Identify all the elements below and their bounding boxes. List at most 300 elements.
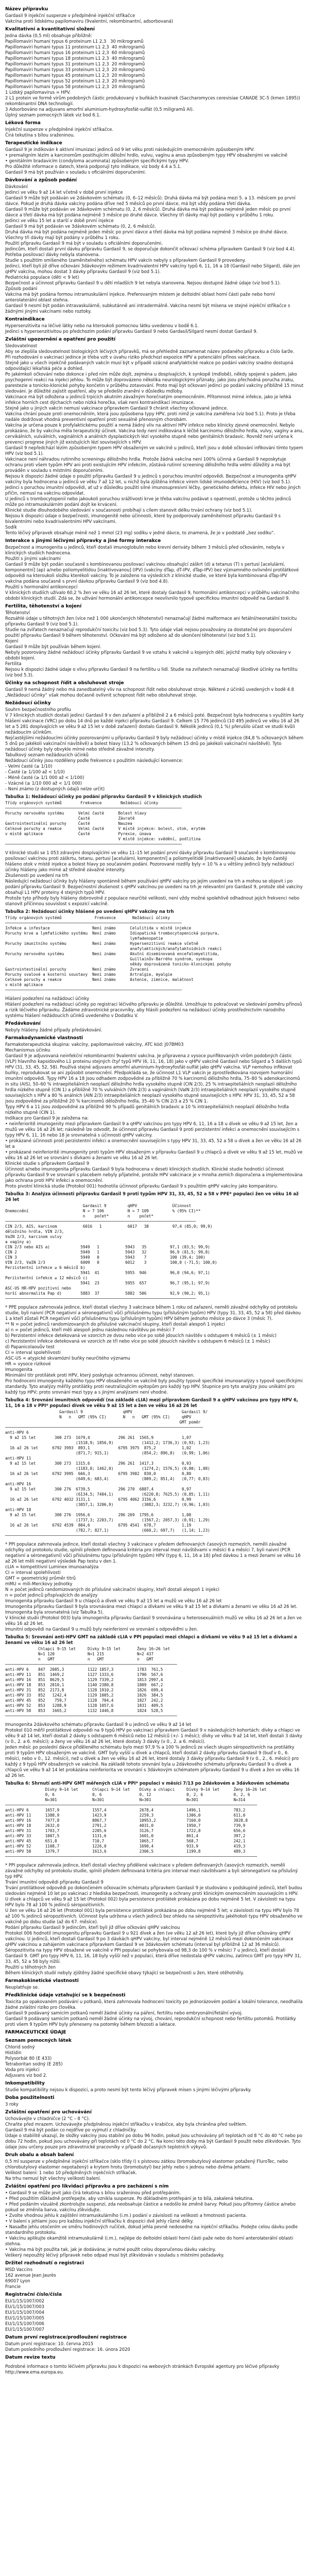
paragraph: Gardasil 9 má být podán co nejdříve po vyjmutí z chladničky.	[5, 2127, 137, 2132]
table-3-notes	[5, 1304, 304, 1367]
section-immunogenicity	[5, 1367, 304, 1395]
section-composition	[5, 33, 304, 118]
paragraph: Farmakoterapeutická skupina: vakcíny, papilomavirové vakcíny, ATC kód: J07BM03	[5, 1042, 184, 1047]
paragraph: • Gardasil 9 se může jevit jako čirá tekutina s bílou sraženinou před protřepáním.	[5, 2190, 181, 2195]
section-incompatibilities	[5, 2087, 304, 2093]
paragraph: Sodík	[5, 524, 17, 530]
heading-packaging: Druh obalu a obsah balení	[5, 2153, 74, 2158]
table-line: ────────────────────────────────────────────────────────────────────────────────────	[5, 1425, 203, 1430]
paragraph: Gardasil 9 může být podáván ve 3dávkovém schématu (0, 2, 6 měsíců). Druhá dávka má být podána nejméně jeden měsíc po první dávce a třetí dávka má být podána nejméně 3 měsíce po druhé dávce. Všechny tři dávky mají být podány v průběhu 1 roku.	[5, 207, 292, 217]
table-line: Guillainův-Barrého syndrom, synkopa	[5, 957, 213, 961]
heading-overdose: Předávkování	[5, 1021, 41, 1026]
table-line: Třídy orgánových systémů Frekvence Nežádoucí účinky	[5, 801, 159, 805]
paragraph: Jedinci ve věku 15 let a starší v době první injekce	[5, 218, 114, 223]
paragraph: Mechanismus účinku	[5, 1047, 50, 1053]
paragraph: Gardasil 9 má být podáván ve 3dávkovém schématu (0, 2, 6 měsíců).	[5, 224, 156, 229]
section-two-dose	[5, 1722, 304, 1778]
paragraph: Tabulkový seznam nežádoucích účinků	[5, 752, 89, 757]
paragraph: Typy HPV 6 a 11 jsou zodpovědné za přibližně 90 % případů genitálních bradavic a 10 % intraepiteliálních neoplazií děložního hrdla nízkého stupně (CIN 1).	[5, 1104, 290, 1115]
paragraph: Vakcinace není náhradou rutinního screeningu děložního hrdla. Protože žádná vakcína není 100% účinná a Gardasil 9 neposkytuje ochranu proti všem typům HPV ani proti existujícím HPV infekcím, zůstává rutinní screening děložního hrdla velmi důležitý a má být prováděn v souladu s místními doporučeními.	[5, 456, 292, 473]
table-line: anafylaktických/anafylaktoidních reakcí	[5, 946, 222, 951]
table-rows	[5, 1787, 304, 1859]
table-rows	[5, 1410, 304, 1538]
table-line: Gardasil 9 qHPV Gardasil 9/	[5, 1410, 208, 1414]
paragraph: EU/1/15/1007/003	[5, 2304, 44, 2309]
paragraph: - Vzácné (≥ 1/10 000 až < 1/1 000)	[5, 781, 82, 786]
table-line: Gastrointestinální poruchy Časté Nauzea	[5, 821, 132, 826]
heading-warnings: Zvláštní upozornění a opatření pro použití	[5, 337, 116, 342]
section-dosage	[5, 184, 304, 314]
table-line: ─────────────────────────────────────────────────────────────────────────────────	[5, 1219, 196, 1224]
table-line: anti-HPV 11 851 1469,2 1127 1333,6 1790 567,6	[5, 1672, 163, 1677]
table-line: Poruchy nervového systému Velmi časté Bolest hlavy	[5, 811, 147, 816]
table-line: anti-HPV 52 1108,7 1226,0 1690,4 933,9 419,3	[5, 1844, 246, 1849]
table-line: horší abnormalita Pap d) 5883 37 5882 506 92,9 (90,2; 95,1)	[5, 1291, 210, 1296]
table-line: (649,6; 683,4) (809,2; 851,4) (0,77; 0,83)	[5, 1477, 210, 1481]
paragraph: Nejčastějšími nežádoucími účinky pozorovanými u přípravku Gardasil 9 byly nežádoucí účinky v místě injekce (84,8 % očkovaných během 5 dnů po jakékoli vakcinační návštěvě) a bolest hlavy (13,2 % očkovaných během 15 dnů po jakékoli vakcinační návštěvě). Tyto nežádoucí účinky byly obvykle mírné nebo středně závažné intenzity.	[5, 735, 305, 752]
table-line: (782,7; 827,1) (660,2; 697,7) (1,14; 1,23)	[5, 1528, 210, 1533]
paragraph: * PPI populace zahrnovala jedince, kteří dostali všechny 3 vakcinace v předem definovaných časových rozmezích, neměli závažné odchylky od protokolu studie, splnili předem definovaná kritéria pro interval mezi návštěvami v měsíci 6 a měsíci 7, byli naivní (PCR negativní a séronegativní) vůči příslušnému typu (příslušným typům) HPV (typy 6, 11, 16 a 18) před dávkou 1 a mezi ženami ve věku 16 až 26 let měli negativní výsledek Pap testu v den 1.	[5, 1541, 302, 1564]
paragraph: CI = interval spolehlivosti	[5, 1350, 61, 1355]
heading-dosage: Dávkování a způsob podání	[5, 178, 77, 183]
table-line: ───────────────────────────────────────────────────────────────────────────────────────────────────────────	[5, 1854, 258, 1859]
table-line: Chlapci 9–15 let Dívky 9–15 let Ženy 16–26 let	[5, 1647, 170, 1651]
paragraph: Použití přípravku Gardasil 9 má být v souladu s oficiálními doporučeními.	[5, 241, 163, 246]
paragraph: Gardasil 9 podávaný samicím potkanů neměl žádné účinky na vývoj, chování, reprodukční schopnost nebo fertilitu potomků. Protilátky proti všem 9 typům HPV byly přeneseny na potomky během březosti a laktace.	[5, 2016, 298, 2027]
paragraph: Proto pivotní klinická studie (Protokol 001) hodnotila účinnost přípravku Gardasil 9 s použitím qHPV vakcíny jako komparátoru.	[5, 1183, 278, 1189]
paragraph: Papillomaviri humani typus 18 proteinum L1 2,3 40 mikrogramů	[5, 56, 145, 61]
table-3	[5, 1191, 304, 1301]
table-title: Tabulka 5: Srovnání anti-HPV GMT na základě cLIA v PPI populaci mezi chlapci a dívkami ve věku 9 až 15 let a dívkami a ženami ve věku 16 až 26 let	[5, 1634, 297, 1645]
table-rows	[5, 1647, 304, 1719]
paragraph: Čirá tekutina s bílou sraženinou.	[5, 132, 75, 138]
section-contraindications	[5, 323, 304, 334]
table-line: 9 až 15 let 300 276 1956,6 296 269 1795,6 1,08	[5, 1513, 192, 1517]
table-line: GMT poměr	[5, 1420, 201, 1425]
section-excipients	[5, 2044, 304, 2078]
paragraph: Datum posledního prodloužení registrace: 16. února 2020	[5, 2347, 130, 2352]
paragraph: - Není známo (z dostupných údajů nelze určit)	[5, 786, 105, 791]
paragraph: 3 Adsorbováno na adjuvans amorfní aluminium-hydroxyfosfát-sulfát (0,5 miligramů Al).	[5, 107, 194, 112]
paragraph: Stejně jako u jiných vakcín nemusí vakcinace přípravkem Gardasil 9 chránit všechny očkované jedince.	[5, 405, 228, 411]
table-line: ─────────────────────────────────────────────────────────────────────────────────	[5, 1296, 196, 1301]
paragraph: Veškerý nepoužitý léčivý přípravek nebo odpad musí být zlikvidován v souladu s místními požadavky.	[5, 2252, 225, 2258]
paragraph: • neinferioritě imunogenity mezi přípravkem Gardasil 9 a qHPV vakcínou pro typy HPV 6, 11, 16 a 18 u dívek ve věku 9 až 15 let, žen a mužů ve věku 16 až 26 let; následně lze odvodit, že účinnost přípravku Gardasil 9 proti perzistentní infekci a onemocnění souvisejícím s typy HPV 6, 11, 16 nebo 18 je srovnatelná s účinností qHPV vakcíny.	[5, 1121, 301, 1138]
paragraph: Chlorid sodný	[5, 2044, 35, 2049]
paragraph: Pro důležité informace o datech, která podporují tyto indikace, viz body 4.4 a 5.1.	[5, 164, 182, 169]
table-line: 5941 23 5955 657 96,7 (95,1; 97,9)	[5, 1281, 210, 1285]
paragraph: Dávkování	[5, 184, 28, 189]
paragraph: Pro hodnocení imunogenity každého typu HPV obsaženého ve vakcíně byly použity typově specifické imunoanalýzy s typově specifickými standardy. Tyto analýzy měřily protilátky proti neutralizujícím epitopům pro každý typ HPV. Stupnice pro tyto analýzy jsou unikátní pro každý typ HPV; proto srovnání mezi typy a s jinými analýzami není vhodné.	[5, 1378, 304, 1395]
paragraph: Gardasil 9 může být používán během kojení.	[5, 644, 101, 649]
table-line: anti-HPV 6 847 2085,3 1122 1857,3 1783 761,5	[5, 1667, 163, 1672]
heading-composition: Kvalitativní a kvantitativní složení	[5, 27, 95, 32]
paragraph: EU/1/15/1007/004	[5, 2310, 44, 2315]
table-line: anti-HPV 16 7477,8 8867,7 10953,2 7160,0 3028,8	[5, 1818, 248, 1823]
table-line: lymfadenopatie	[5, 936, 163, 941]
table-line: Perzistentní infekce ≥ 6 měsíců b)	[5, 1265, 85, 1270]
table-line: CIN 3 5949 0 5943 7 100 (39,4; 100)	[5, 1255, 205, 1260]
paragraph: 1 Lidský papilomavirus = HPV.	[5, 90, 71, 95]
paragraph: EU/1/15/1007/005	[5, 2315, 44, 2320]
paragraph: Zkušenosti po uvedení na trh	[5, 873, 68, 878]
paragraph: Gardasil 9 podávaný samicím potkanů neměl žádné účinky na páření, fertilitu nebo embryonální/fetální vývoj.	[5, 2010, 243, 2015]
paragraph: Tento léčivý přípravek obsahuje méně než 1 mmol (23 mg) sodíku v jedné dávce, to znamená, že je v podstatě „bez sodíku“.	[5, 530, 276, 535]
section-disposal	[5, 2190, 304, 2258]
table-line: 16 až 26 let 6792 3993 893,1 6795 3975 875,2 1,02	[5, 1446, 192, 1450]
paragraph: Na trhu nemusí být všechny velikosti balení.	[5, 2176, 101, 2181]
paragraph: Nejsou k dispozici žádné údaje o vlivu přípravku Gardasil 9 na fertilitu u lidí. Studie na zvířatech nenaznačují škodlivé účinky na fertilitu (viz bod 5.3).	[5, 667, 299, 677]
heading-incompatibilities: Inkompatibility	[5, 2081, 45, 2086]
heading-form: Léková forma	[5, 121, 41, 126]
table-line: (1518,9; 1856,9) (1412,2; 1736,3) (0,93; 1,23)	[5, 1440, 210, 1445]
paragraph: HR = vysoce rizikové	[5, 1361, 51, 1366]
paragraph: Bezpečnost a účinnost přípravku Gardasil 9 u dětí mladších 9 let nebyla stanovena. Nejsou dostupné žádné údaje (viz bod 5.1).	[5, 280, 281, 285]
paragraph: Papillomaviri humani typus 52 proteinum L1 2,3 20 mikrogramů	[5, 78, 145, 83]
heading-shelf-life: Doba použitelnosti	[5, 2095, 55, 2100]
paragraph: • Před podáním vizuálně zkontrolujte suspenzi, zda neobsahuje částice a nedošlo ke změně barvy. Pokud jsou přítomny částice a/nebo pokud se změnila barva, vakcínu zlikvidujte.	[5, 2201, 297, 2212]
heading-reg-numbers: Registrační číslo/čísla	[5, 2292, 62, 2297]
paragraph: Při rozhodování o vakcinaci jedince je třeba vzít v úvahu riziko předchozí expozice HPV a potenciální přínos vakcinace.	[5, 354, 261, 360]
paragraph: Způsob podání	[5, 286, 38, 291]
table-line: ───────────────────────────────────────────────────────────────────────────	[5, 806, 182, 810]
section-preclinical	[5, 1999, 304, 2027]
paragraph: Nejsou k dispozici žádné údaje o použití přípravku Gardasil 9 u jedinců s poruchou imunitní odpovědi. Bezpečnost a imunogenita qHPV vakcíny byla hodnocena u jedinců ve věku 7 až 12 let, u nichž byla zjištěna infekce virem lidské imunodeficience (HIV) (viz bod 5.1).	[5, 473, 298, 484]
paragraph: Jedinci s hypersenzitivitou po předchozím podání přípravku Gardasil 9 nebo Gardasil/Silgard nesmí dostat Gardasil 9.	[5, 329, 258, 334]
paragraph: - Časté (≥ 1/100 až < 1/10)	[5, 769, 65, 774]
table-line: anti-HPV 45 651,8 710,7 1065,7 568,7 242,1	[5, 1839, 246, 1843]
table-line: a vagíny a)	[5, 1240, 31, 1244]
table-line: anti-HPV 45 852 759,7 1128 704,4 1827 242,2	[5, 1698, 163, 1703]
paragraph: U jedinců s trombocytopenií nebo jakoukoli poruchou srážlivosti krve je třeba vakcínu podávat s opatrností, protože u těchto jedinců může po intramuskulárním podání dojít ke krvácení.	[5, 496, 293, 507]
paragraph: Bezpečnost a imunogenita u jedinců, kteří dostali imunoglobulin nebo krevní deriváty během 3 měsíců před očkováním, nebyla v klinických studiích hodnocena.	[5, 545, 286, 555]
table-line: VaIN 2/3, karcinom vulvy	[5, 1234, 62, 1239]
section-adverse-cont	[5, 850, 304, 907]
paragraph: Studie s použitím smíšeného (zaměnitelného) schématu HPV vakcín nebyly s přípravkem Gardasil 9 provedeny.	[5, 258, 246, 263]
section-reg-numbers	[5, 2298, 304, 2332]
paragraph: Injekční suspenze v předplněné injekční stříkačce.	[5, 127, 114, 132]
paragraph: Gardasil 9 nepředchází lézím způsobeným typem HPV obsaženým ve vakcíně u jedinců, kteří jsou v době očkování infikováni tímto typem HPV (viz bod 5.1).	[5, 445, 305, 456]
paragraph: Jedinci ve věku 9 až 14 let včetně v době první injekce	[5, 190, 123, 195]
paragraph: • V balení s jehlami jsou pro každou injekční stříkačku k dispozici dvě jehly různé délky.	[5, 2218, 194, 2224]
paragraph: N = počet jedinců randomizovaných do příslušné vakcinační skupiny, kteří dostali alespoň 1 injekci	[5, 1587, 219, 1592]
table-line: n GMT n GMT n GMT	[5, 1657, 154, 1662]
table-line: Perzistentní infekce ≥ 12 měsíců c)	[5, 1276, 88, 1280]
paragraph: Gardasil 9 je indikován k aktivní imunizaci jedinců od 9 let věku proti následujícím onemocněním způsobeným HPV:	[5, 147, 255, 152]
table-line: Celkové poruchy a reakce Není známo Astenie, zimnice, malátnost	[5, 977, 194, 982]
paragraph: a) n = počet jedinců, kteří měli alespoň jednu následnou návštěvu po měsíci 7	[5, 1327, 175, 1332]
paragraph: 162 avenue Jean Jaurès	[5, 2273, 56, 2278]
paragraph: Gardasil 9 nesmí být podán intravaskulárně, subkutánně ani intradermálně. Vakcína nesmí být mísena ve stejné injekční stříkačce s žádnými jinými vakcínami nebo roztoky.	[5, 303, 291, 314]
heading-indications: Terapeutické indikace	[5, 141, 62, 146]
paragraph: Těhotenství	[5, 610, 30, 615]
paragraph: Gardasil 9 injekční suspenze v předplněné injekční stříkačce	[5, 13, 135, 18]
table-line: CIN 2/3, AIS, karcinom 6016 1 6017 38 97,4 (85,0; 99,9)	[5, 1224, 213, 1229]
paragraph: Hypersenzitivita na léčivé látky nebo na kteroukoli pomocnou látku uvedenou v bodě 6.1.	[5, 323, 199, 328]
table-line: Poruchy svalové a kosterní soustavy Není známo Artralgie, myalgie	[5, 972, 173, 977]
table-line: (3057,1; 3206,9) (3082,3; 3232,7) (0,96; 1,03)	[5, 1502, 210, 1507]
heading-preclinical: Předklinické údaje vztahující se k bezpečnosti	[5, 1993, 126, 1998]
paragraph: Úplný seznam pomocných látek viz bod 6.1.	[5, 112, 101, 117]
paragraph: • premaligním lézím a karcinomům postihujícím děložní hrdlo, vulvu, vagínu a anus způsobeným typy HPV obsaženými ve vakcíně	[5, 152, 288, 158]
table-2	[5, 909, 304, 993]
paragraph: Jedincům, kteří dostali první dávku přípravku Gardasil 9, se doporučuje dokončit očkovací schéma přípravkem Gardasil 9 (viz bod 4.4).	[5, 246, 296, 251]
paragraph: 0,5 ml suspenze v předplněné injekční stříkačce (sklo třídy I) s pístovou zátkou (bromobutylový elastomer potažený FluroTec, nebo chlorobutylový elastomer nepotažený) a krytem hrotu (bromobutyl) bez jehly nebo s jednou nebo dvěma jehlami.	[5, 2159, 289, 2170]
table-line: anti-HPV 18	[5, 1507, 31, 1512]
heading-contraindications: Kontraindikace	[5, 317, 45, 322]
table-line: Celkové poruchy a reakce Velmi časté V místě injekce: bolest, otok, erytém	[5, 826, 205, 831]
table-line: ASC-US HR-HPV pozitivní nebo	[5, 1286, 72, 1291]
paragraph: * PPE populace zahrnovala jedince, kteří dostali všechny 3 vakcinace během 1 roku od zařazení, neměli závažné odchylky od protokolu studie, byli naivní (PCR negativní a séronegativní) vůči příslušnému typu (příslušným typům) HPV (typy 31, 33, 45, 52 a 58) před dávkou 1 a kteří zůstali PCR negativní vůči příslušnému typu (příslušným typům) HPV během jednoho měsíce po dávce 3 (měsíc 7).	[5, 1304, 302, 1321]
paragraph: V klinické studii se 1 053 zdravými dospívajícími ve věku 11–15 let podání první dávky přípravku Gardasil 9 současně s kombinovanou posilovací vakcínou proti záškrtu, tetanu, pertusi [acelulární, komponentní] a poliomyelitidě [inaktivované] ukázalo, že bylo častěji hlášeno otok v místě injekce a bolest hlavy po současném podání. Pozorované rozdíly byly < 10 % a u většiny jedinců byly nežádoucí účinky hlášeny jako mírné až středně závažné intenzity.	[5, 850, 297, 872]
table-line: anti-HPV 6 1657,9 1557,4 2678,4 1496,1 783,2	[5, 1808, 246, 1812]
heading-holder: Držitel rozhodnutí o registraci	[5, 2261, 84, 2266]
table-line: 16 až 26 let 6792 4539 804,6 6795 4541 678,7 1,19	[5, 1523, 192, 1528]
table-line: anti-HPV 31 852 2173,8 1128 1910,2 1826 699,4	[5, 1688, 163, 1692]
paragraph: Použití s hormonální antikoncepcí	[5, 584, 78, 589]
table-line: anti-HPV 58 853 1665,2 1132 1446,8 1824 528,5	[5, 1708, 163, 1713]
heading-first-auth: Datum první registrace/prodloužení registrace	[5, 2335, 127, 2340]
section-pharmacodynamics	[5, 1042, 304, 1189]
paragraph: Nejsou k dispozici údaje o bezpečnosti, imunogenitě nebo účinnosti, které by podporovaly zaměnitelnost přípravku Gardasil 9 s bivalentními nebo kvadrivalentními HPV vakcínami.	[5, 513, 282, 524]
paragraph: Po jakémkoli očkování nebo dokonce i před ním může dojít, zejména u dospívajících, k synkopě (mdlobě), někdy spojené s pádem, jako psychogenní reakci na injekci jehlou. To může být doprovázeno několika neurologickými příznaky, jako jsou přechodná porucha zraku, parestezie a tonicko-klonické pohyby končetin v průběhu zotavování. Proto mají být očkovaní jedinci po podání vakcíny přibližně 15 minut sledováni. Je důležité zajistit opatření, aby se předešlo zranění v důsledku mdloby.	[5, 371, 305, 394]
table-line: N=301 N=301 N=301 N=301 N=314	[5, 1798, 246, 1802]
paragraph: Papillomaviri humani typus 6 proteinum L1 2,3 30 mikrogramů	[5, 39, 144, 44]
paragraph: Pediatrická populace (děti < 9 let)	[5, 275, 79, 280]
table-line: Poruchy imunitního systému Není známo Hypersenzitivní reakce včetně	[5, 941, 198, 946]
table-line: ─────────────────────────────────────────────────────────────────────────	[5, 1662, 177, 1667]
table-line: děložního hrdla, VIN 2/3,	[5, 1229, 64, 1234]
table-rows	[5, 916, 304, 993]
table-rows	[5, 801, 304, 847]
section-warnings	[5, 343, 304, 536]
table-line: (6134,5; 7404,1) (6220,8; 7625,5) (0,85; 1,11)	[5, 1492, 210, 1497]
table-line: v místě aplikace Časté Pyrexie, únava	[5, 832, 151, 836]
paragraph: Datum první registrace: 10. června 2015	[5, 2341, 94, 2346]
table-line: 5941 41 5955 946 96,0 (94,6; 97,1)	[5, 1270, 210, 1275]
paragraph: Účinnost a/nebo imunogenita přípravku Gardasil 9 byla hodnocena v deseti klinických studiích. Klinické studie hodnotící účinnost přípravku Gardasil 9 ve srovnání s placebem nebyly přijatelné, protože HPV vakcinace je v mnoha zemích doporučena a implementována jako ochrana proti HPV infekci a onemocnění.	[5, 1166, 304, 1183]
table-line: 9 až 15 let 300 273 1679,4 296 261 1565,9 1,07	[5, 1435, 192, 1440]
section-interactions	[5, 545, 304, 601]
paragraph: • Nasaďte jehlu otočením ve směru hodinových ručiček, dokud jehla pevně nedosedne na injekční stříkačku. Podejte celou dávku podle standardního protokolu.	[5, 2224, 299, 2235]
section-pharmacokinetics	[5, 1985, 304, 1990]
paragraph: Tetraboritan sodný (E 285)	[5, 2061, 63, 2066]
paragraph: cLIA = kompetitivní Luminex imunoanalýza	[5, 1564, 99, 1569]
paragraph: Papillomaviri humani typus 45 proteinum L1 2,3 20 mikrogramů	[5, 73, 145, 78]
paragraph: Souhrn bezpečnostního profilu	[5, 707, 71, 712]
paragraph: Jeden měsíc po poslední dávce přiděleného schématu bylo mezi 97,9 % a 100 % jedinců ze všech skupin séropozitivních na protilátky proti 9 typům HPV obsaženým ve vakcíně. GMT byly vyšší u dívek a chlapců, kteří dostali 2 dávky přípravku Gardasil 9 (buď v 0., 6. měsíci, nebo v 0., 12. měsíci), než u dívek a žen ve věku 16 až 26 let, které dostaly 3 dávky přípravku Gardasil 9 (v 0., 2., 6. měsíci) pro každý z 9 typů HPV obsažených ve vakcíně. Na základě tohoto srovnání byla u 2dávkového schématu přípravku Gardasil 9 u dívek a chlapců ve věku 9 až 14 let prokázána neinferiorita ve srovnání s 3dávkovým schématem přípravku Gardasil 9 u dívek a žen ve věku 16 až 26 let.	[5, 1744, 301, 1778]
table-line: anti-HPV 18 853 2810,1 1140 2380,8 1809 667,2	[5, 1683, 163, 1687]
table-line: Gardasil 9 qHPV Účinnost	[5, 1204, 192, 1208]
table-line: (871,7; 915,1) (854,2; 896,8) (0,99; 1,06)	[5, 1451, 210, 1455]
table-6	[5, 1781, 304, 1859]
heading-excipients: Seznam pomocných látek	[5, 2038, 72, 2043]
table-line: anti-HPV 18 2632,0 2791,2 4031,0 1950,7 739,9	[5, 1823, 246, 1828]
paragraph: • Vakcína má být použita tak, jak je dodávána; je nutné použít celou doporučenou dávku vakcíny.	[5, 2247, 216, 2252]
paragraph: Papillomaviri humani typus 16 proteinum L1 2,3 60 mikrogramů	[5, 50, 145, 55]
heading-pharmacokinetics: Farmakokinetické vlastnosti	[5, 1978, 79, 1984]
paragraph: Během klinických studií nebyly zjištěny žádné specifické obavy týkající se bezpečnosti u žen, které otěhotněly.	[5, 1970, 244, 1975]
paragraph: EU/1/15/1007/002	[5, 2298, 44, 2303]
paragraph: Hlášení podezření na nežádoucí účinky po registraci léčivého přípravku je důležité. Umožňuje to pokračovat ve sledování poměru přínosů a rizik léčivého přípravku. Žádáme zdravotnické pracovníky, aby hlásili podezření na nežádoucí účinky prostřednictvím národního systému hlášení nežádoucích účinků uvedeného v Dodatku V.	[5, 1002, 304, 1018]
section-packaging	[5, 2159, 304, 2181]
paragraph: Imunogenita přípravku Gardasil 9 u chlapců a dívek ve věku 9 až 15 let a mužů ve věku 16 až 26 let	[5, 1598, 222, 1603]
section-holder	[5, 2267, 304, 2290]
section-adverse	[5, 707, 304, 792]
heading-pharmacodynamics: Farmakodynamické vlastnosti	[5, 1036, 83, 1041]
paragraph: Druhá dávka má být podána nejméně jeden měsíc po první dávce a třetí dávka má být podána nejméně 3 měsíce po druhé dávce. Všechny tři dávky mají být podány v průběhu 1 roku.	[5, 229, 289, 240]
table-line: anti-HPV 31 1703,7 2205,6 3126,7 1722,8 656,6	[5, 1828, 246, 1833]
paragraph: Voda pro injekci	[5, 2067, 40, 2072]
paragraph: Nebyly hlášeny žádné případy předávkování.	[5, 1027, 102, 1032]
paragraph: Podrobné informace o tomto léčivém přípravku jsou k dispozici na webových stránkách Evropské agentury pro léčivé přípravky http://www.ema.europa.eu.	[5, 2364, 281, 2375]
table-line: Infekce a infestace Není známo Celulitida v místě injekce	[5, 926, 192, 930]
paragraph: Gardasil 9 může být podán současně s kombinovanou posilovací vakcínou obsahující záškrt (d) a tetanus (T) s pertusí [acelulární, komponentní] (ap) a/nebo poliomyelitidou [inaktivovanou] (IPV) (vakcíny dTap, dT-IPV, dTap-IPV) bez významného ovlivnění protilátkové odpovědi na kteroukoli složku kterékoli vakcíny. To je založeno na výsledcích z klinické studie, ve které byla kombinovaná dTap-IPV vakcína podána současně s první dávkou přípravku Gardasil 9 (viz bod 4.8).	[5, 562, 300, 584]
paragraph: Aby se zlepšila sledovatelnost biologických léčivých přípravků, má se přehledně zaznamenat název podaného přípravku a číslo šarže.	[5, 349, 295, 354]
paragraph: Protože tyto příhody byly hlášeny dobrovolně z populace neurčité velikosti, není vždy možné spolehlivě odhadnout jejich frekvenci nebo stanovit příčinnou souvislost s expozicí vakcíně.	[5, 895, 301, 906]
paragraph: Trvání protilátkové odpovědi po dokončeném očkovacím schématu přípravkem Gardasil 9 je studováno v podskupině jedinců, kteří budou sledováni nejméně 10 let po vakcinaci z hlediska bezpečnosti, imunogenity a ochrany proti klinickým onemocněním souvisejícím s HPV.	[5, 1885, 304, 1896]
paragraph: V klinické studii (Protokol 003) byla imunogenita přípravku Gardasil 9 srovnávána u heterosexuálních mužů ve věku 16 až 26 let a žen ve věku 16 až 26 let.	[5, 1615, 303, 1626]
table-line: VIN 2/3, VaIN 2/3 6009 0 6012 3 100,0 (-71,5; 100,0)	[5, 1260, 217, 1265]
heading-interactions: Interakce s jinými léčivými přípravky a jiné formy interakce	[5, 538, 161, 544]
table-line: 9 až 15 let 300 276 6739,5 296 270 6887,4 0,97	[5, 1487, 192, 1492]
table-line: 0, 6 0, 6 0, 12 0, 2, 6 0, 2, 6	[5, 1792, 250, 1797]
paragraph: CI = interval spolehlivosti	[5, 1570, 61, 1575]
table-line: n počet* n počet*	[5, 1214, 154, 1218]
table-line: v místě aplikace	[5, 982, 43, 987]
table-line: Časté Závratě	[5, 816, 135, 821]
table-line: Dívky 9–14 let Chlapci 9–14 let Dívky a chlapci Dívky 9–14 let Ženy 16–26 let	[5, 1787, 267, 1792]
table-line: CIN 2 5949 1 5943 32 96,9 (81,5; 99,8)	[5, 1250, 210, 1255]
table-1	[5, 794, 304, 847]
paragraph: c) Perzistentní infekce detekovaná ve vzorcích ze tří nebo více po sobě jdoucích návštěv s odstupem 6 měsíců (± 1 měsíc)	[5, 1338, 270, 1344]
section-reporting	[5, 996, 304, 1019]
paragraph: Gardasil 9 může být podáván ve 2dávkovém schématu (0, 6–12 měsíců). Druhá dávka má být podána mezi 5. a 13. měsícem po první dávce. Pokud je druhá dávka vakcíny podána dříve než 5 měsíců po první dávce, má být vždy podána třetí dávka.	[5, 195, 297, 206]
section-storage	[5, 2116, 304, 2150]
paragraph: Fertilita	[5, 661, 22, 666]
table-line: Poruchy krve a lymfatického systému Není známo Idiopatická trombocytopenická purpura,	[5, 931, 220, 936]
paragraph: Rozsáhlé údaje u těhotných žen (více než 1 000 ukončených těhotenství) nenaznačují žádné malformace ani fetální/neonatální toxicitu přípravku Gardasil 9 (viz bod 5.1).	[5, 616, 298, 626]
paragraph: Indikace pro Gardasil 9 je založena na:	[5, 1115, 89, 1121]
paragraph: Gardasil 9 má být používán v souladu s oficiálními doporučeními.	[5, 170, 146, 175]
paragraph: Protokol 010 měřil protilátkové odpovědi na 9 typů HPV po vakcinaci přípravkem Gardasil 9 v následujících kohortách: dívky a chlapci ve věku 9 až 14 let, kteří dostali 2 dávky s odstupem 6 měsíců nebo 12 měsíců (+/- 1 měsíc); dívky ve věku 9 až 14 let, kteří dostali 3 dávky (v 0., 2. a 6. měsíci); a ženy ve věku 16 až 26 let, které dostaly 3 dávky (v 0., 2. a 6. měsíci).	[5, 1727, 304, 1744]
paragraph: Uchovávejte v chladničce (2 °C – 8 °C).	[5, 2116, 90, 2121]
paragraph: Trvání imunitní odpovědi přípravku Gardasil 9	[5, 1879, 104, 1885]
paragraph: Jedna dávka (0,5 ml) obsahuje přibližně:	[5, 33, 93, 38]
section-duration	[5, 1862, 304, 1976]
table-line: Gastrointestinální poruchy Není známo Zvracení	[5, 967, 149, 972]
paragraph: Následující nežádoucí účinky byly hlášeny spontánně během používání qHPV vakcíny po jejím uvedení na trh a mohou se objevit i po podání přípravku Gardasil 9. Bezpečnostní zkušenost s qHPV vakcínou po uvedení na trh je relevantní pro Gardasil 9, protože obě vakcíny obsahují L1 HPV proteiny 4 stejných typů HPV.	[5, 878, 304, 895]
section-pregnancy	[5, 610, 304, 678]
paragraph: EU/1/15/1007/007	[5, 2327, 44, 2332]
table-line: Třídy orgánových systémů Frekvence Nežádoucí účinky	[5, 916, 170, 920]
paragraph: Jedinci, kteří byli již dříve očkováni 3dávkovým režimem kvadrivalentní HPV vakcíny typů 6, 11, 16 a 18 (Gardasil nebo Silgard), dále jen qHPV vakcína, mohou dostat 3 dávky přípravku Gardasil 9 (viz bod 5.1).	[5, 263, 302, 274]
table-line: N n GMT (95% CI) N n GMT (95% CI) qHPV	[5, 1415, 192, 1419]
table-line: (1737,3; 2203,7) (1567,2; 2057,3) (0,91; 1,29)	[5, 1518, 210, 1522]
table-line: 16 až 26 let 6792 4032 3131,1 6795 4062 3156,6 0,99	[5, 1497, 192, 1502]
paragraph: Velikost balení: 1 nebo 10 předplněných injekčních stříkaček.	[5, 2170, 138, 2175]
paragraph: Klinické studie s přípravkem Gardasil 9	[5, 1161, 90, 1166]
table-line: V místě injekce: svědění, podlitina	[5, 837, 201, 841]
heading-storage: Zvláštní opatření pro uchovávání	[5, 2110, 92, 2115]
heading-driving: Účinky na schopnost řídit a obsluhovat stroje	[5, 681, 124, 686]
paragraph: Vakcinace má být odložena u jedinců trpících akutním závažným horečnatým onemocněním. Přítomnost mírné infekce, jako je lehká infekce horních cest dýchacích nebo nízká horečka, však není kontraindikací imunizace.	[5, 394, 293, 405]
paragraph: Papillomaviri humani typus 11 proteinum L1 2,3 40 mikrogramů	[5, 44, 145, 49]
table-title: Tabulka 1: Nežádoucí účinky po podání přípravku Gardasil 9 v klinických studiích	[5, 794, 202, 799]
paragraph: - Méně časté (≥ 1/1 000 až < 1/100)	[5, 775, 84, 780]
paragraph: n = počet jedinců přispívajících do analýzy	[5, 1592, 98, 1598]
paragraph: Imunitní odpovědi na Gardasil 9 u mužů byly neinferiorní ve srovnání s odpověďmi u žen.	[5, 1626, 198, 1632]
table-line: ─────────────────────────────────────────────────────────────────────────	[5, 1714, 177, 1718]
table-title: Tabulka 2: Nežádoucí účinky hlášené po uvedení qHPV vakcíny na trh	[5, 909, 174, 914]
table-line: anti-HPV 58 1379,7 1613,6 2306,5 1199,8 489,3	[5, 1849, 246, 1854]
paragraph: Hlášení podezření na nežádoucí účinky	[5, 996, 90, 1001]
paragraph: * PPI populace zahrnovala jedince, kteří dostali všechny přidělené vakcinace v předem definovaných časových rozmezích, neměli závažné odchylky od protokolu studie, splnili předem definovaná kritéria pro interval mezi návštěvami a byli séronegativní na příslušný typ HPV.	[5, 1862, 299, 1879]
paragraph: b) Perzistentní infekce detekovaná ve vzorcích ze dvou nebo více po sobě jdoucích návštěv s odstupem 6 měsíců (± 1 měsíc)	[5, 1333, 277, 1338]
paragraph: Kojení	[5, 638, 19, 643]
paragraph: Stejně jako u všech injekčně podávaných vakcín musí být v případě vzácné anafylaktické reakce po podání vakcíny snadno dostupná odpovídající lékařská péče a dohled.	[5, 360, 295, 371]
paragraph: Histidin	[5, 2050, 22, 2055]
paragraph: d) Papanicolaouův test	[5, 1344, 55, 1349]
paragraph: ASC-US = atypické skvamózní buňky neurčitého významu	[5, 1355, 130, 1361]
paragraph: ** N = počet jedinců randomizovaných do příslušné vakcinační skupiny, kteří dostali alespoň 1 injekci	[5, 1321, 225, 1327]
paragraph: Nebyly pozorovány žádné nežádoucí účinky přípravku Gardasil 9 ve vztahu k vakcíně u kojených dětí, jejichž matky byly očkovány v období kojení.	[5, 650, 293, 660]
paragraph: Vakcína je určena pouze k profylaktickému použití a nemá žádný vliv na aktivní HPV infekce nebo klinicky zjevné onemocnění. Nebylo prokázáno, že by vakcína měla terapeutický účinek. Vakcína tedy není indikována k léčbě karcinomu děložního hrdla, vulvy, vagíny a anu, cervikálních, vulválních, vaginálních a análních dysplastických lézí vysokého stupně nebo genitálních bradavic. Rovněž není určena k prevenci progrese jiných již existujících lézí souvisejících s HPV.	[5, 422, 305, 445]
table-title: Tabulka 4: Srovnání imunitních odpovědí (na základě cLIA) mezi přípravkem Gardasil 9 a qHPV vakcínou pro typy HPV 6, 11, 16 a 18 v PPI* populaci dívek ve věku 9 až 15 let a žen ve věku 16 až 26 let	[5, 1397, 298, 1408]
table-title: Tabulka 6: Shrnutí anti-HPV GMT měřených cLIA v PPI* populaci v měsíci 7/13 po 2dávkovém a 3dávkovém schématu	[5, 1781, 289, 1786]
table-line: CIN 2/3 nebo AIS a) 5949 1 5943 35 97,1 (83,5; 99,9)	[5, 1245, 210, 1249]
paragraph: Papillomaviri humani typus 31 proteinum L1 2,3 20 mikrogramů	[5, 61, 145, 66]
table-line: anti-HPV 11	[5, 1456, 31, 1461]
paragraph: Gardasil 9 nemá žádný nebo má zanedbatelný vliv na schopnost řídit nebo obsluhovat stroje. Některé z účinků uvedených v bodě 4.8 „Nežádoucí účinky“ však mohou dočasně ovlivnit schopnost řídit nebo obsluhovat stroje.	[5, 687, 296, 698]
heading-pregnancy: Fertilita, těhotenství a kojení	[5, 604, 82, 609]
paragraph: Séropozitivita na typy HPV obsažené ve vakcíně v PPI populaci se pohybovala od 98,3 do 100 % v měsíci 7 u jedinců, kteří dostali Gardasil 9. GMT pro typy HPV 6, 11, 16, 18 byly vyšší než v populaci, která dříve nedostala qHPV vakcínu, zatímco GMT pro typy HPV 31, 33, 45, 52 a 58 byly nižší.	[5, 1947, 303, 1964]
paragraph: EU/1/15/1007/006	[5, 2321, 44, 2326]
paragraph: Studie kompatibility nejsou k dispozici, a proto nesmí být tento léčivý přípravek mísen s jinými léčivými přípravky.	[5, 2087, 252, 2092]
paragraph: Papillomaviri humani typus 58 proteinum L1 2,3 20 mikrogramů	[5, 84, 145, 89]
paragraph: Podání přípravku Gardasil 9 jedincům, kteří byli již dříve očkováni qHPV vakcínou	[5, 1925, 180, 1930]
paragraph: Jedinci s poruchou imunitní odpovědi, ať už v důsledku použití silné imunosupresivní léčby, genetického defektu, infekce HIV nebo jiných příčin, nemusí na vakcínu odpovídat.	[5, 485, 302, 496]
table-line: anti-HPV 11 1388,9 1423,9 2259,3 1306,0 611,0	[5, 1813, 246, 1818]
heading-disposal: Zvláštní opatření pro likvidaci přípravku a pro zacházení s ním	[5, 2184, 169, 2189]
section-first-auth	[5, 2341, 304, 2352]
table-line: anti-HPV 16 851 8629,5 1129 7339,2 1813 2997,4	[5, 1677, 163, 1682]
table-line: anti-HPV 6	[5, 1430, 29, 1435]
paragraph: Sledovatelnost	[5, 343, 38, 348]
table-line: ───────────────────────────────────────────────────────────────────────────────────────────────────────────	[5, 1803, 258, 1807]
table-line: anti-HPV 33 852 1242,4 1129 1005,2 1826 384,5	[5, 1693, 163, 1698]
paragraph: 69007 Lyon	[5, 2278, 30, 2283]
section-revision	[5, 2364, 304, 2375]
table-line: ───────────────────────────────────────────────────────────────────────────	[5, 921, 182, 925]
paragraph: Gardasil 9 je adjuvovaná neinfekční rekombinantní 9valentní vakcína. Je připravena z vysoce purifikovaných virům podobných částic (VLP) hlavního kapsidového L1 proteinu stejných čtyř typů HPV (6, 11, 16, 18) jako v qHPV vakcíně Gardasil nebo Silgard a 5 dalších typů HPV (31, 33, 45, 52, 58). Používá stejné adjuvans amorfní aluminium-hydroxyfosfát-sulfát jako qHPV vakcína. VLP nemohou infikovat buňky, reprodukovat se ani způsobit onemocnění. Předpokládá se, že účinnost L1 VLP vakcín je zprostředkována rozvojem humorální imunitní odpovědi. Typy HPV 16 a 18 jsou odhadem zodpovědné za přibližně 70 % karcinomů děložního hrdla, 75–80 % adenokarcinomů in situ (AIS), 50–60 % intraepiteliálních neoplazií děložního hrdla vysokého stupně (CIN 2/3), 25 % intraepiteliálních neoplazií děložního hrdla nízkého stupně (CIN 1) a přibližně 70 % vulválních (VIN 2/3) a vaginálních (VaIN 2/3) intraepiteliálních neoplazií vysokého stupně souvisejících s HPV a 80 % análních (AIN 2/3) intraepiteliálních neoplazií vysokého stupně souvisejících s HPV. HPV 31, 33, 45, 52 a 58 jsou zodpovědné za přibližně 20 % karcinomů děložního hrdla, 35–40 % CIN 2/3 a 25 % CIN 1.	[5, 1053, 303, 1104]
table-line: ───────────────────────────────────────────────────────────────────────────	[5, 988, 182, 992]
paragraph: U dívek a chlapců ve věku 9 až 15 let (Protokol 002) byla persistence protilátek prokázána po dobu nejméně 5 let. V závislosti na typu HPV bylo 78 až 100 % jedinců séropozitivních.	[5, 1896, 297, 1907]
paragraph: • prokázané účinnosti proti perzistentní infekci a onemocnění souvisejícím s typy HPV 31, 33, 45, 52 a 58 u dívek a žen ve věku 16 až 26 let a	[5, 1138, 303, 1149]
table-line: 9 až 15 let 300 273 1315,6 296 261 1417,3 0,93	[5, 1461, 192, 1466]
table-rows	[5, 1204, 304, 1301]
paragraph: 3 roky	[5, 2102, 19, 2107]
paragraph: Imunogenita	[5, 1367, 32, 1372]
paragraph: GMT = geometrický průměr titrů	[5, 1575, 76, 1581]
paragraph: • genitálním bradavicím (condyloma acuminata) způsobeným specifickými typy HPV.	[5, 158, 189, 163]
section-name	[5, 13, 304, 24]
paragraph: Neuplatňuje se.	[5, 1985, 39, 1990]
paragraph: Studie na zvířatech nenaznačují reprodukční toxicitu (viz bod 5.3). Tyto údaje však nejsou považovány za dostatečné pro doporučení použití přípravku Gardasil 9 během těhotenství. Očkování má být odloženo až do ukončení těhotenství (viz bod 5.1).	[5, 627, 294, 638]
paragraph: V klinických studiích užívalo 60,2 % žen ve věku 16 až 26 let, které dostaly Gardasil 9, hormonální antikoncepci v průběhu vakcinačního období klinických studií. Zdá se, že užívání hormonální antikoncepce neovlivnilo typově specifickou imunitní odpověď na Gardasil 9.	[5, 590, 301, 601]
paragraph: Papillomaviri humani typus 33 proteinum L1 2,3 20 mikrogramů	[5, 67, 145, 72]
paragraph: Vakcína chrání pouze proti onemocněním, která jsou způsobena typy HPV, proti nimž je vakcína zaměřena (viz bod 5.1). Proto je třeba nadále dodržovat vhodná preventivní opatření proti sexuálně přenosným chorobám.	[5, 411, 297, 422]
